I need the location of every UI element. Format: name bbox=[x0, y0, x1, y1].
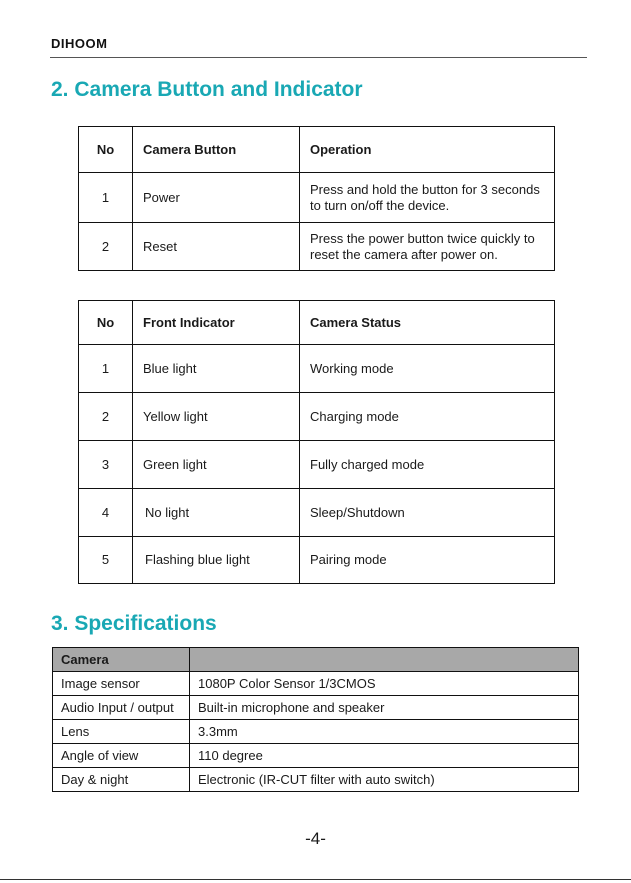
table-row bbox=[79, 345, 555, 393]
table-row bbox=[79, 489, 555, 537]
table-header-row bbox=[79, 127, 555, 173]
footer-divider bbox=[0, 879, 631, 880]
table-cell: Green light bbox=[133, 441, 300, 489]
table-cell: Built-in microphone and speaker bbox=[190, 696, 579, 720]
table-cell: 1 bbox=[79, 345, 133, 393]
table-cell: 3.3mm bbox=[190, 720, 579, 744]
table-header-row bbox=[79, 301, 555, 345]
table-cell: Electronic (IR-CUT filter with auto switch) bbox=[190, 768, 579, 792]
table-cell: Image sensor bbox=[53, 672, 190, 696]
page-number: -4- bbox=[305, 829, 326, 848]
header-divider bbox=[50, 57, 587, 58]
table-row bbox=[53, 768, 579, 792]
section-title-specifications: 3. Specifications bbox=[51, 612, 217, 635]
camera-button-table bbox=[78, 126, 555, 271]
table-row bbox=[79, 223, 555, 271]
header-cell: Front Indicator bbox=[133, 301, 300, 345]
header-cell: No bbox=[79, 127, 133, 173]
section-title-button-indicator: 2. Camera Button and Indicator bbox=[51, 78, 363, 101]
specifications-table bbox=[52, 647, 579, 792]
table-cell: No light bbox=[133, 489, 300, 537]
table-row bbox=[53, 672, 579, 696]
table-cell: Press and hold the button for 3 seconds to turn on/off the device. bbox=[300, 173, 555, 223]
table-cell: 2 bbox=[79, 393, 133, 441]
table-cell: Audio Input / output bbox=[53, 696, 190, 720]
table-cell: 1080P Color Sensor 1/3CMOS bbox=[190, 672, 579, 696]
header-cell bbox=[190, 648, 579, 672]
brand-logo: DIHOOM bbox=[51, 36, 108, 51]
table-cell: Press the power button twice quickly to reset the camera after power on. bbox=[300, 223, 555, 271]
table-cell: Reset bbox=[133, 223, 300, 271]
table-cell: 5 bbox=[79, 537, 133, 584]
table-cell: Pairing mode bbox=[300, 537, 555, 584]
header-cell: Operation bbox=[300, 127, 555, 173]
table-cell: Yellow light bbox=[133, 393, 300, 441]
table-cell: 1 bbox=[79, 173, 133, 223]
table-row bbox=[53, 720, 579, 744]
table-row bbox=[53, 744, 579, 768]
table-cell: 110 degree bbox=[190, 744, 579, 768]
table-header-row bbox=[53, 648, 579, 672]
table-row bbox=[79, 173, 555, 223]
table-cell: Fully charged mode bbox=[300, 441, 555, 489]
table-row bbox=[79, 393, 555, 441]
table-cell: Working mode bbox=[300, 345, 555, 393]
table-cell: Lens bbox=[53, 720, 190, 744]
table-row bbox=[79, 537, 555, 584]
table-cell: Power bbox=[133, 173, 300, 223]
table-cell: Blue light bbox=[133, 345, 300, 393]
table-cell: Sleep/Shutdown bbox=[300, 489, 555, 537]
table-cell: 3 bbox=[79, 441, 133, 489]
table-row bbox=[79, 441, 555, 489]
table-cell: Angle of view bbox=[53, 744, 190, 768]
front-indicator-table bbox=[78, 300, 555, 584]
header-cell: Camera Status bbox=[300, 301, 555, 345]
table-cell: Flashing blue light bbox=[133, 537, 300, 584]
header-cell: Camera Button bbox=[133, 127, 300, 173]
header-cell: No bbox=[79, 301, 133, 345]
table-row bbox=[53, 696, 579, 720]
table-cell: 4 bbox=[79, 489, 133, 537]
table-cell: 2 bbox=[79, 223, 133, 271]
table-cell: Day & night bbox=[53, 768, 190, 792]
table-cell: Charging mode bbox=[300, 393, 555, 441]
header-cell: Camera bbox=[53, 648, 190, 672]
